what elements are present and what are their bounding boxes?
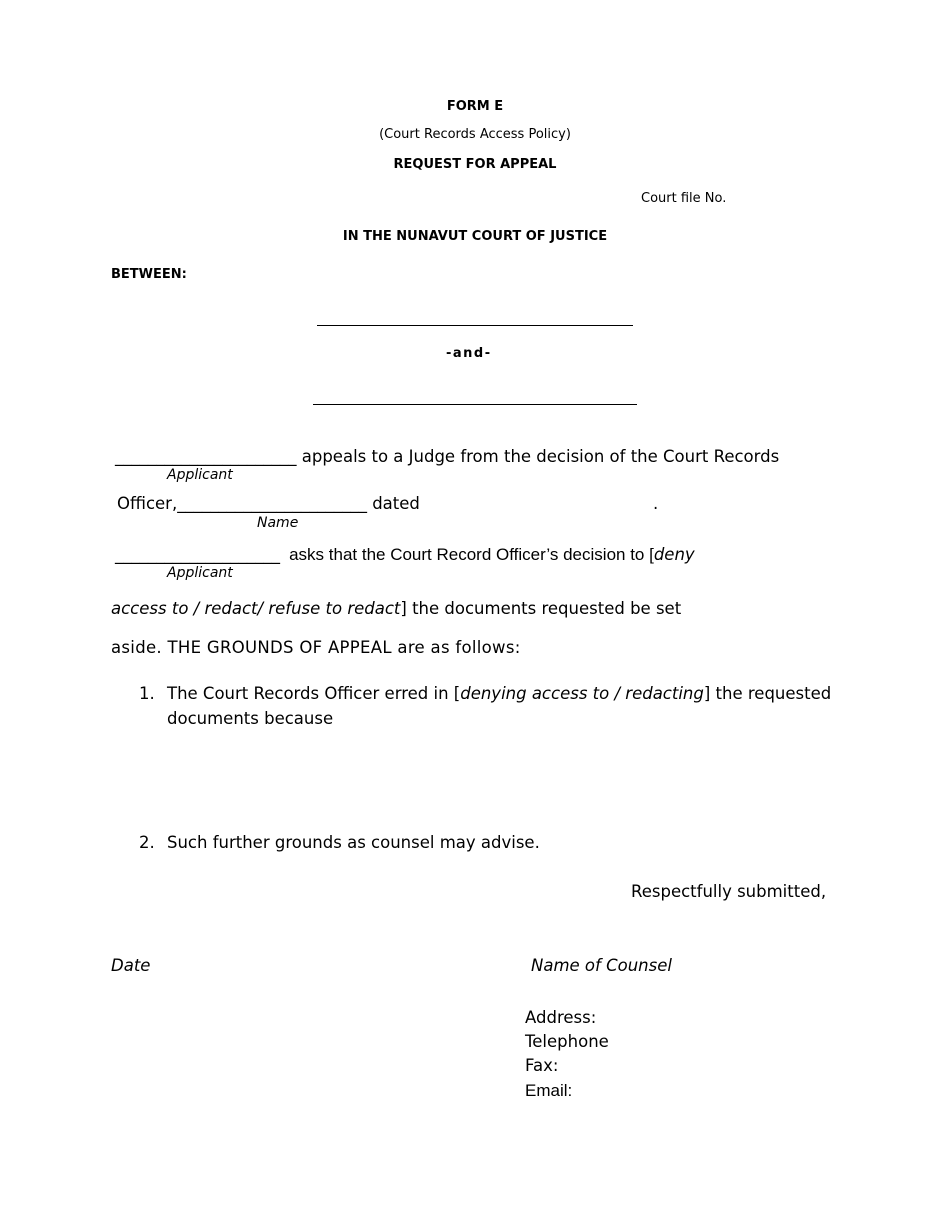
access-options: access to / redact/ refuse to redact — [111, 599, 401, 618]
ground-1-pre: The Court Records Officer erred in [ — [167, 684, 461, 703]
counsel-name-label: Name of Counsel — [531, 956, 672, 975]
address-label: Address: — [525, 1008, 597, 1027]
ground-1-number: 1. — [139, 684, 155, 703]
policy-subtitle: (Court Records Access Policy) — [379, 127, 571, 142]
asks-text: asks that the Court Record Officer’s decision to [ — [289, 545, 654, 564]
telephone-label: Telephone — [525, 1032, 609, 1051]
ground-1-italic: denying access to / redacting — [460, 684, 704, 703]
ground-1-post: ] the requested — [703, 684, 832, 703]
name-caption: Name — [257, 515, 299, 531]
document-title: REQUEST FOR APPEAL — [393, 157, 557, 172]
officer-prefix: Officer, — [117, 494, 178, 513]
officer-line — [117, 494, 420, 513]
applicant-caption: Applicant — [167, 467, 233, 483]
applicant-blank-2: ____________________ — [115, 545, 280, 564]
ground-1-line-1 — [167, 684, 831, 703]
respectfully-submitted: Respectfully submitted, — [631, 882, 827, 901]
access-line — [111, 599, 681, 618]
ground-1-line-2: documents because — [167, 709, 334, 728]
deny-text: deny — [653, 545, 695, 564]
between-label: BETWEEN: — [111, 267, 187, 282]
dated-label: dated — [372, 494, 420, 513]
applicant-blank: ______________________ — [115, 447, 297, 466]
set-aside-text: ] the documents requested be set — [400, 599, 682, 618]
ground-2-number: 2. — [139, 833, 155, 852]
court-name: IN THE NUNAVUT COURT OF JUSTICE — [342, 229, 608, 244]
officer-name-blank: _______________________ — [177, 494, 367, 513]
dated-period: . — [653, 494, 659, 513]
party-two-line — [313, 404, 637, 405]
party-one-line — [317, 325, 633, 326]
ground-2-text: Such further grounds as counsel may advise. — [167, 833, 540, 852]
grounds-intro: aside. THE GROUNDS OF APPEAL are as follows: — [111, 638, 521, 657]
applicant-line-2 — [115, 545, 695, 565]
appeals-text: appeals to a Judge from the decision of the Court Records — [301, 447, 780, 466]
and-separator: -and- — [446, 346, 492, 361]
applicant-line-1 — [115, 447, 779, 466]
form-label: FORM E — [446, 99, 504, 114]
applicant-caption-2: Applicant — [167, 565, 233, 581]
fax-label: Fax: — [525, 1056, 559, 1075]
date-label: Date — [111, 956, 151, 975]
court-file-number-label: Court file No. — [641, 191, 727, 206]
email-label: Email: — [525, 1081, 573, 1100]
